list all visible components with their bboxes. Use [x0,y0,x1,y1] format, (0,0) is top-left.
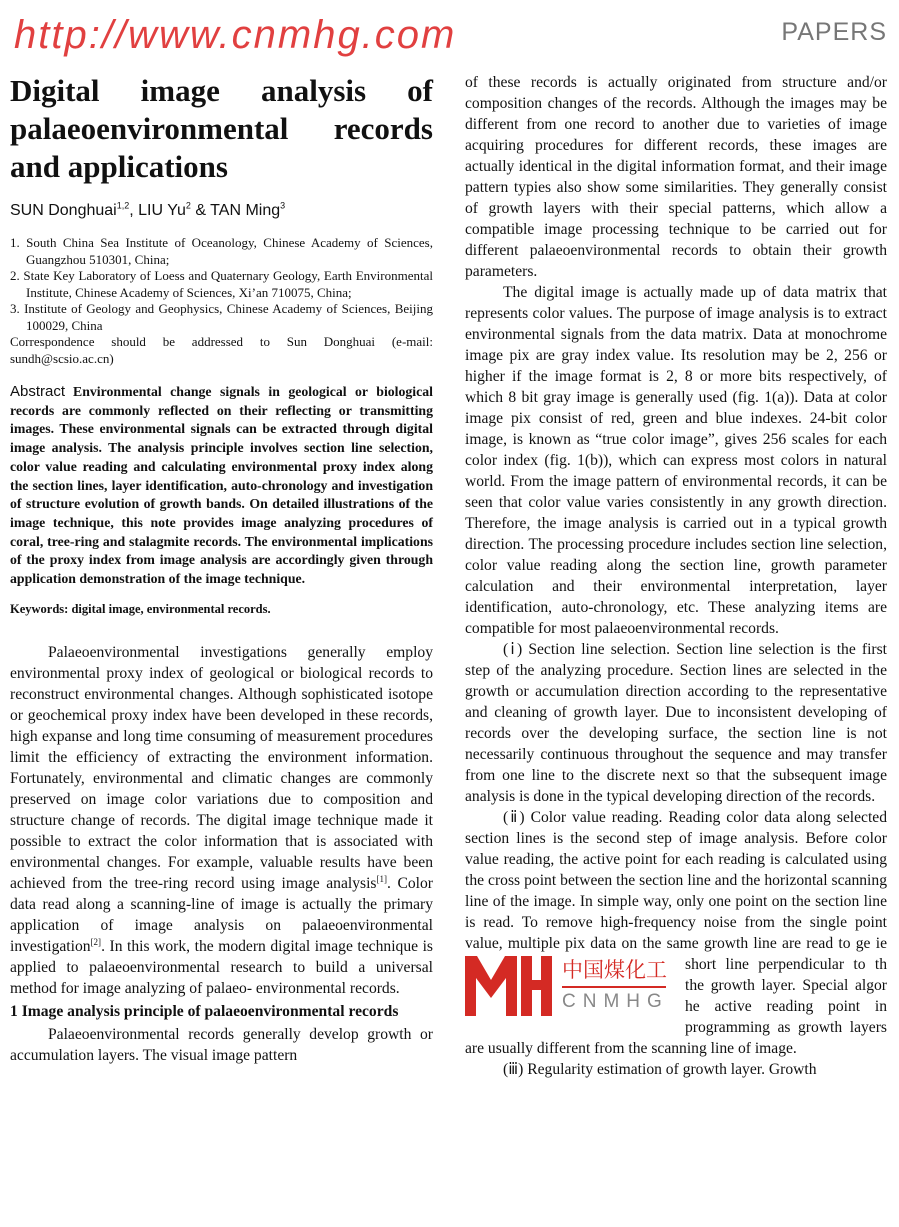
text: . In this work, the modern digital image technique is applied to palaeoenvironmental research to build a universal method for image analyzing of palaeo- environmental records. [10,937,433,997]
paragraph: of these records is actually originated from structure and/or composition changes of the records. Although the images may be different from one record to another due to varieties of image acquiring procedures for different records, these images are actually identical in the digital information format, and their image pattern typies also show some similarities. They generally consist of growth layers with their special patterns, which allow a compatible image processing technique to be carried out for different palaeoenvironmental records to obtain their growth parameters. [465,74,887,280]
paper-title: Digital image analysis of palaeoenvironmental records and applications [10,73,433,184]
abstract-label: Abstract [10,383,66,400]
affil-sup: 3 [280,200,286,211]
paragraph [10,642,433,999]
watermark: http://www.cnmhg.com [14,13,457,57]
paragraph: Palaeoenvironmental records generally develop growth or accumulation layers. The visual image pattern [10,1025,433,1064]
affiliation: 2. State Key Laboratory of Loess and Quaternary Geology, Earth Environmental Institute, Chinese Academy of Sciences, Xi’an 710075, China; [10,268,433,300]
text: the growth layer. Special algor [685,977,887,994]
citation: [1] [376,873,387,884]
logo-english: CNMHG [562,991,669,1012]
section-heading: 1 Image analysis principle of palaeoenvironmental records [10,1002,399,1020]
paragraph: (ⅰ) Section line selection. Section line selection is the first step of the analyzing procedure. Section lines are selected in the growth or accumulation direction according to the representative and cleaning of growth layer. Due to inconsistent developing of records over the developing surface, the section line is not necessarily continuous throughout the sequence and may transfer from one line to the discrete next so that the subsequent image analysis is done in the typical developing direction of the records. [465,641,887,805]
affiliations [10,235,433,367]
paragraph: (ⅲ) Regularity estimation of growth layer. Growth [503,1061,817,1078]
logo-mark [465,956,552,1016]
text: (ⅱ) Color value reading. Reading color data along selected section lines is the second step of image analysis. Before color value reading, the active point for each reading is calculated using the cross point between the section line and the horizontal scanning line of the image. In simple way, only one point on the section line is read. To remove high-frequency noise from the single point value, multiple pix data on the same growth line are read to ge [465,809,887,952]
abstract-text: Environmental change signals in geological or biological records are commonly reflected on their reflecting or transmitting images. These environmental signals can be extracted through digital image analysis. The analysis principle involves section line selection, color value reading and calculating environmental proxy index along the section lines, layer identification, auto-chronology and investigation of structure evolution of growth bands. On detailed illustrations of the image technique, this note provides image analyzing procedures of coral, tree-ring and stalagmite records. The environmental implications of the proxy index from image analysis are accordingly given through application demonstration of the image technique. [10,384,433,587]
affiliation: 3. Institute of Geology and Geophysics, Chinese Academy of Sciences, Beijing 100029, China [10,301,433,333]
affil-sup: 1,2 [116,200,130,211]
paragraph [465,807,887,1059]
logo-divider [562,986,666,988]
logo-chinese: 中国煤化工 [562,958,667,982]
text: . Color data read along a scanning-line of image is actually the primary application of image analysis on palaeoenvironmental investigation [10,874,433,955]
text: he active reading point in programming as growth layers are usually different from the scanning line of image. [465,998,887,1057]
author: SUN Donghuai [10,202,117,219]
text: ie short line perpendicular to th [685,935,887,973]
paragraph: The digital image is actually made up of data matrix that represents color values. The purpose of image analysis is to extract environmental signals from the data matrix. Data at monochrome image pix are gray index value. Its resolution may be 2, 256 or higher if the image format is 2, 8 or more bits respectively, of which 8 bit gray image is generally used (fig. 1(a)). Data at color image pix consist of red, green and blue indexes. 24-bit color image, is known as “true color image”, gives 256 scales for each color index (fig. 1(b)), which can express most colors in natural world. From the image pattern of environmental records, it can be seen that color value varies consistently in any growth direction. Therefore, the image analysis is carried out in a typical growth direction. The processing procedure includes section line selection, color value reading along the section line, growth parameter calculation and their environmental interpretation, layer identification, auto-chronology, etc. These analyzing items are compatible for most palaeoenvironmental records. [465,284,887,637]
keywords: Keywords: digital image, environmental records. [10,601,271,616]
author: , LIU Yu [129,202,186,219]
cnmhg-logo [465,956,677,1018]
right-column [465,72,887,1080]
correspondence: Correspondence should be addressed to Sun Donghuai (e-mail: sundh@scsio.ac.cn) [10,334,433,366]
left-column [10,72,433,1066]
abstract [10,383,433,589]
affiliation: 1. South China Sea Institute of Oceanology, Chinese Academy of Sciences, Guangzhou 510301, China; [10,235,433,267]
text: Palaeoenvironmental investigations generally employ environmental proxy index of geological or biological records to reconstruct environmental changes. Although sophisticated isotope or geochemical proxy index have been developed in these records, high expanse and long time consuming of measurement procedures limit the efficiency of extracting the environment information. Fortunately, environmental and climatic changes are commonly preserved on image color variations due to composition and structure change of records. The digital image technique made it possible to extract the color information that is associated with environmental changes. For example, valuable results have been achieved from the tree-ring record using image analysis [10,643,433,892]
authors [10,200,433,221]
author: & TAN Ming [190,202,281,219]
affil-sup: 2 [185,200,191,211]
section-header: PAPERS [781,18,887,46]
citation: [2] [90,936,102,947]
